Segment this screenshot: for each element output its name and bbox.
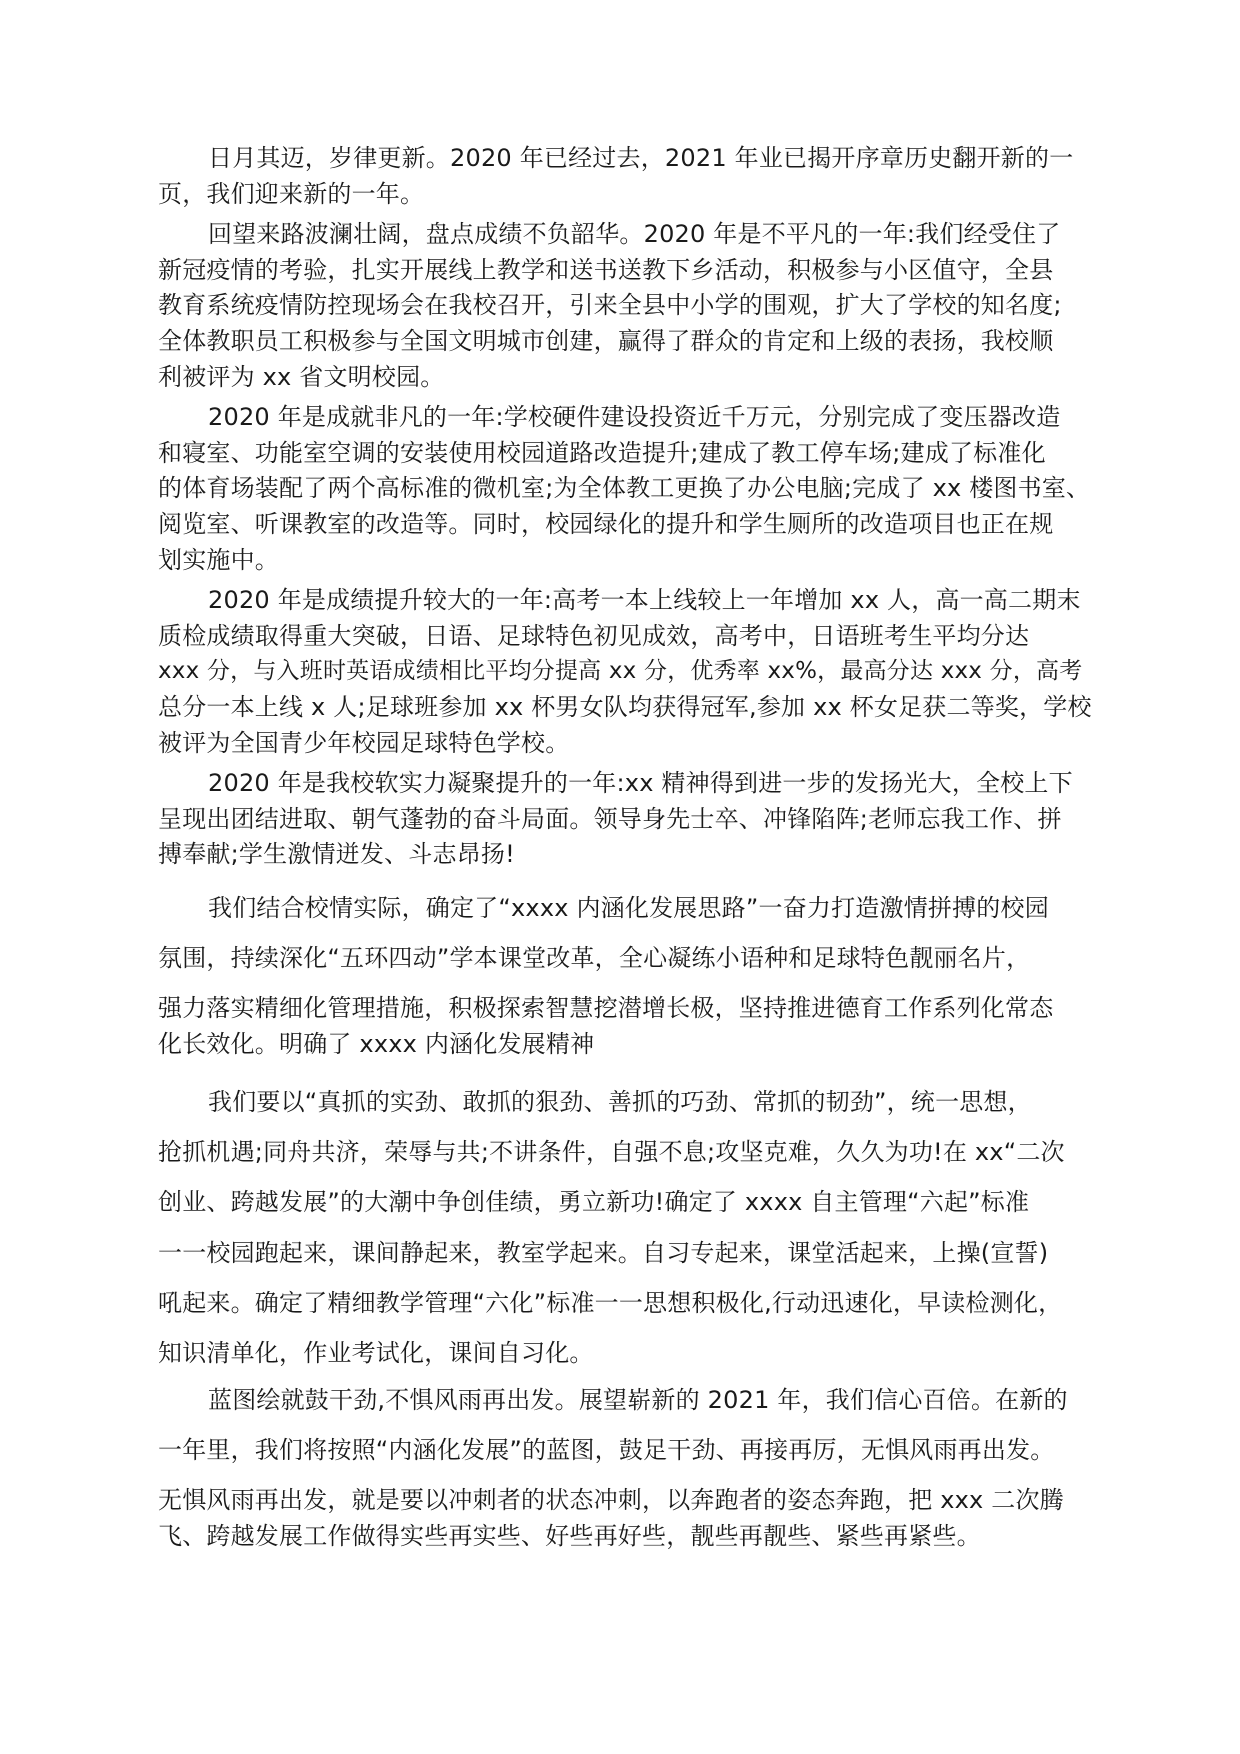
paragraph-line: 教育系统疫情防控现场会在我校召开，引来全县中小学的围观，扩大了学校的知名度; [158,291,1062,320]
paragraph-line: 2020 年是成绩提升较大的一年:高考一本上线较上一年增加 xx 人，高一高二期末 [208,586,1081,615]
paragraph-line: 的体育场装配了两个高标准的微机室;为全体教工更换了办公电脑;完成了 xx 楼图书室、 [158,474,1091,503]
paragraph-line: 2020 年是我校软实力凝聚提升的一年:xx 精神得到进一步的发扬光大，全校上下 [208,769,1073,798]
paragraph-line: 我们要以“真抓的实劲、敢抓的狠劲、善抓的巧劲、常抓的韧劲”，统一思想， [208,1088,1032,1117]
paragraph-line: 化长效化。明确了 xxxx 内涵化发展精神 [158,1029,595,1058]
paragraph-line: 和寝室、功能室空调的安装使用校园道路改造提升;建成了教工停车场;建成了标准化 [158,438,1046,467]
paragraph-line: 划实施中。 [158,545,279,574]
paragraph-line: 被评为全国青少年校园足球特色学校。 [158,728,570,757]
paragraph-line: 页，我们迎来新的一年。 [158,179,425,208]
paragraph-line: 吼起来。确定了精细教学管理“六化”标准一一思想积极化,行动迅速化，早读检测化， [158,1288,1063,1317]
paragraph-line: 飞、跨越发展工作做得实些再实些、好些再好些，靓些再靓些、紧些再紧些。 [158,1522,981,1550]
paragraph-line: 新冠疫情的考验，扎实开展线上教学和送书送教下乡活动，积极参与小区值守，全县 [158,255,1054,284]
paragraph-line: 回望来路波澜壮阔，盘点成绩不负韶华。2020 年是不平凡的一年:我们经受住了 [208,220,1061,249]
paragraph-line: 我们结合校情实际，确定了“xxxx 内涵化发展思路”一奋力打造激情拼搏的校园 [208,893,1049,922]
paragraph-line: 强力落实精细化管理措施，积极探索智慧挖潜增长极，坚持推进德育工作系列化常态 [158,994,1054,1023]
paragraph-line: 2020 年是成就非凡的一年:学校硬件建设投资近千万元，分别完成了变压器改造 [208,403,1061,432]
paragraph-line: 无惧风雨再出发，就是要以冲刺者的状态冲刺，以奔跑者的姿态奔跑，把 xxx 二次腾 [158,1486,1064,1515]
paragraph-line: 一一校园跑起来，课间静起来，教室学起来。自习专起来，课堂活起来，上操(宣誓) [158,1238,1049,1267]
paragraph-line: 氛围，持续深化“五环四动”学本课堂改革，全心凝练小语种和足球特色靓丽名片， [158,943,1031,972]
paragraph-line: 知识清单化，作业考试化，课间自习化。 [158,1339,594,1368]
paragraph-line: 搏奉献;学生激情迸发、斗志昂扬! [158,840,515,869]
paragraph-line: 抢抓机遇;同舟共济，荣辱与共;不讲条件，自强不息;攻坚克难，久久为功!在 xx“二次 [158,1138,1065,1167]
paragraph-line: 质检成绩取得重大突破，日语、足球特色初见成效，高考中，日语班考生平均分达 [158,621,1030,650]
paragraph-line: xxx 分，与入班时英语成绩相比平均分提高 xx 分，优秀率 xx%，最高分达 xxx 分，高考 [158,658,1083,685]
paragraph-line: 呈现出团结进取、朝气蓬勃的奋斗局面。领导身先士卒、冲锋陷阵;老师忘我工作、拼 [158,804,1062,833]
paragraph-line: 日月其迈，岁律更新。2020 年已经过去，2021 年业已揭开序章历史翻开新的一 [208,144,1074,172]
paragraph-line: 一年里，我们将按照“内涵化发展”的蓝图，鼓足干劲、再接再厉，无惧风雨再出发。 [158,1436,1055,1465]
paragraph-line: 阅览室、听课教室的改造等。同时，校园绿化的提升和学生厕所的改造项目也正在规 [158,509,1054,538]
paragraph-line: 蓝图绘就鼓干劲,不惧风雨再出发。展望崭新的 2021 年，我们信心百倍。在新的 [208,1385,1068,1414]
paragraph-line: 利被评为 xx 省文明校园。 [158,362,445,391]
paragraph-line: 总分一本上线 x 人;足球班参加 xx 杯男女队均获得冠军,参加 xx 杯女足获二等奖，学校 [158,692,1092,721]
paragraph-line: 全体教职员工积极参与全国文明城市创建，赢得了群众的肯定和上级的表扬，我校顺 [158,326,1054,355]
paragraph-line: 创业、跨越发展”的大潮中争创佳绩，勇立新功!确定了 xxxx 自主管理“六起”标准 [158,1188,1030,1217]
